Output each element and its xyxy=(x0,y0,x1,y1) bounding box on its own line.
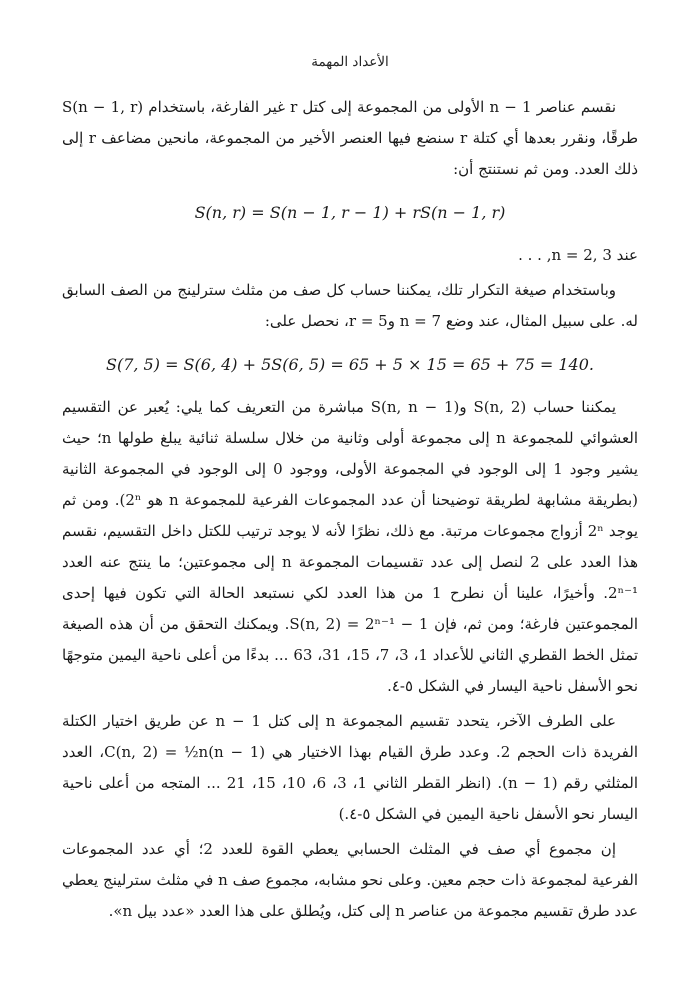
paragraph-s-n-2: يمكننا حساب S(n, 2) وS(n, n − 1) مباشرة من التعريف كما يلي: يُعبر عن التقسيم العشوائي للمجموعة n إلى مجموعة أولى وثانية من خلال سلسلة ثنائية يبلغ طولها n؛ حيث يشير وجود 1 إلى الوجود في المجموعة الأولى، ووجود 0 إلى الوجود في المجموعة الثانية (بطريقة مشابهة لطريقة توضيحنا أن عدد المجموعات الفرعية للمجموعة n هو 2ⁿ). ومن ثم يوجد 2ⁿ أزواج مجموعات مرتبة. مع ذلك، نظرًا لأنه لا يوجد ترتيب للكتل داخل التقسيم، نقسم هذا العدد على 2 لنصل إلى عدد تقسيمات المجموعة n إلى مجموعتين؛ ما ينتج عنه العدد 2ⁿ⁻¹. وأخيرًا، علينا أن نطرح 1 من هذا العدد لكي نستبعد الحالة التي تكون فيها إحدى المجموعتين فارغة؛ ومن ثم، فإن S(n, 2) = 2ⁿ⁻¹ − 1. ويمكنك التحقق من أن هذه الصيغة تمثل الخط القطري الثاني للأعداد 1، 3، 7، 15، 31، 63 ... بدءًا من أعلى ناحية اليمين متوجهًا نحو الأسفل ناحية اليسار في الشكل ٥-٤. xyxy=(62,398,639,695)
paragraph-range: عند n = 2, 3, . . . xyxy=(518,246,638,264)
running-header: الأعداد المهمة xyxy=(311,54,389,70)
paragraph-s-n-n-1: على الطرف الآخر، يتحدد تقسيم المجموعة n إلى كتل n − 1 عن طريق اختيار الكتلة الفريدة ذات الحجم 2. وعدد طرق القيام بهذا الاختيار هي C(n, 2) = ½n(n − 1)، العدد المثلثي رقم (n − 1). (انظر القطر الثاني 1، 3، 6، 10، 15، 21 ... المتجه من أعلى ناحية اليسار نحو الأسفل ناحية اليمين في الشكل ٥-٤.) xyxy=(62,712,639,823)
body-text xyxy=(62,92,638,931)
paragraph-example-intro: وباستخدام صيغة التكرار تلك، يمكننا حساب كل صف من مثلث سترلينج من الصف السابق له. على سبيل المثال، عند وضع n = 7 و5 = r، نحصل على: xyxy=(62,281,638,330)
page xyxy=(62,0,638,1000)
equation-stirling-recurrence: S(n, r) = S(n − 1, r − 1) + rS(n − 1, r) xyxy=(194,203,506,222)
paragraph-recurrence-intro: نقسم عناصر n − 1 الأولى من المجموعة إلى كتل r غير الفارغة، باستخدام S(n − 1, r) طرقًا، ونقرر بعدها أي كتلة r سنضع فيها العنصر الأخير من المجموعة، مانحين مضاعف r إلى ذلك العدد. ومن ثم نستنتج أن: xyxy=(62,98,639,178)
paragraph-bell-numbers: إن مجموع أي صف في المثلث الحسابي يعطي القوة للعدد 2؛ أي عدد المجموعات الفرعية لمجموعة ذات حجم معين. وعلى نحو مشابه، مجموع صف n في مثلث سترلينج يعطي عدد طرق تقسيم مجموعة من عناصر n إلى كتل، ويُطلق على هذا العدد «عدد بيل n». xyxy=(62,840,638,920)
equation-example: S(7, 5) = S(6, 4) + 5S(6, 5) = 65 + 5 × 15 = 65 + 75 = 140. xyxy=(106,355,594,374)
